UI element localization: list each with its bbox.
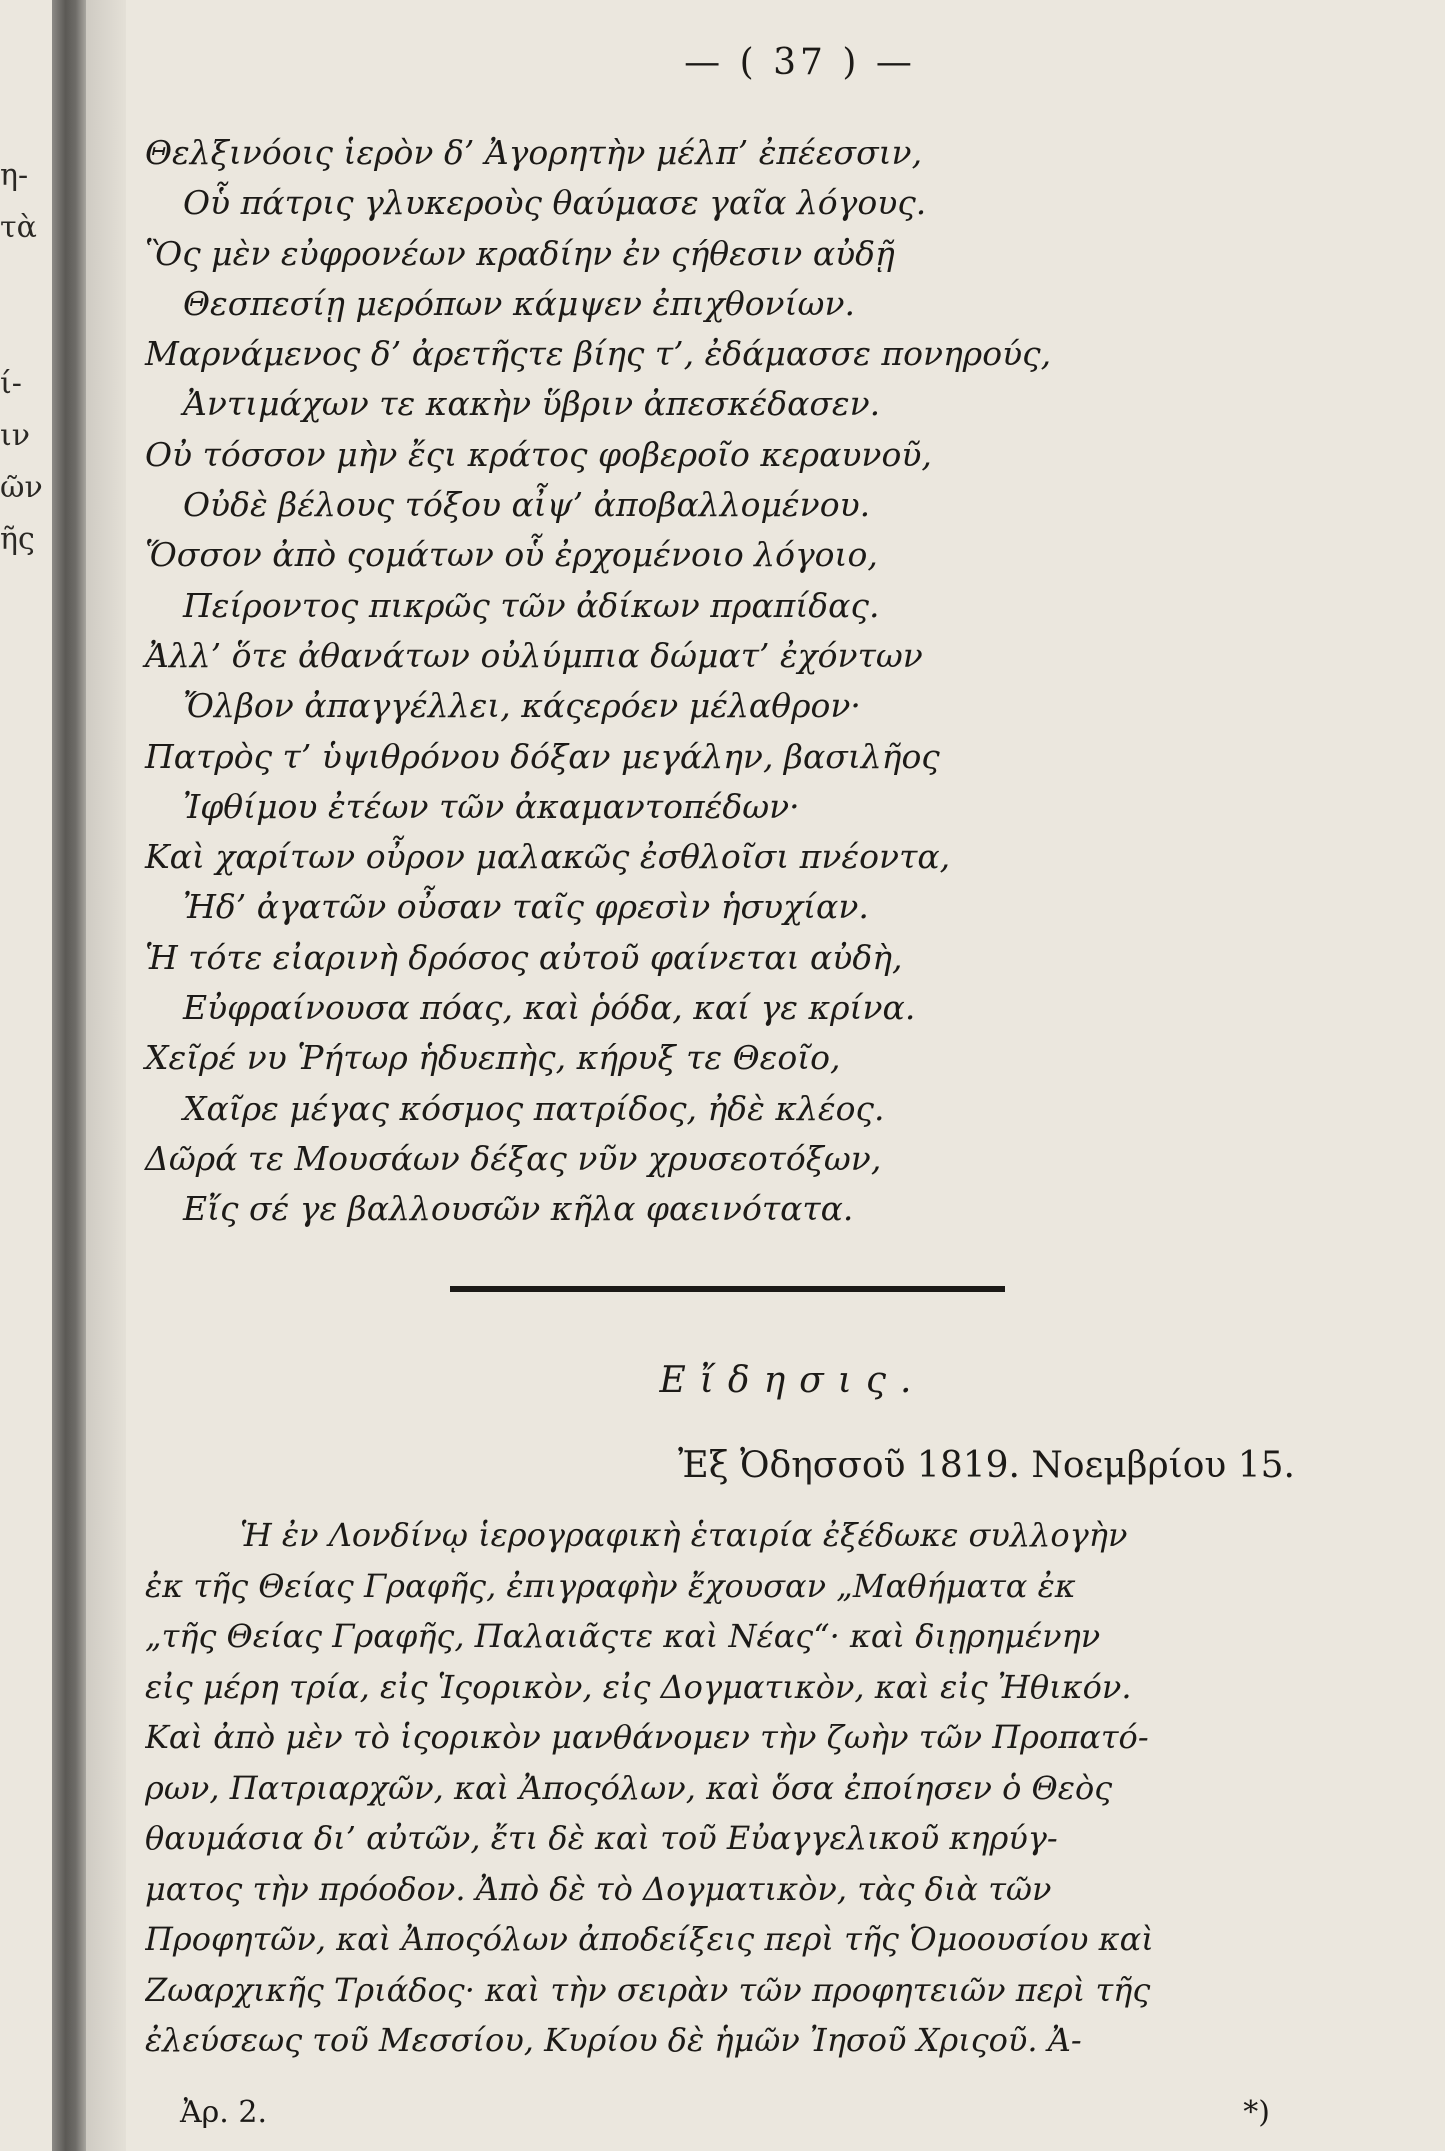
catchword: *) [1243,2095,1270,2130]
facing-page-line: ῆς [0,522,35,557]
prose-line: „τῆς Θείας Γραφῆς, Παλαιᾶςτε καὶ Νέας“· καὶ διῃρημένην [145,1617,1101,1655]
prose-line: ρων, Πατριαρχῶν, καὶ Ἀποςόλων, καὶ ὅσα ἐποίησεν ὁ Θεὸς [145,1768,1113,1807]
facing-page-line [0,254,52,306]
facing-page-line: ῶν [0,470,43,505]
poem-line: Πείροντος πικρῶς τῶν ἀδίκων πραπίδας. [183,585,880,625]
dateline: Ἐξ Ὀδησσοῦ 1819. Νοεμβρίου 15. [678,1445,1295,1486]
facing-page-line: η- [0,158,29,193]
facing-page-fragment [0,150,52,566]
poem-line: Οὐ τόσσον μὴν ἔςι κράτος φοβεροῖο κεραυνοῦ, [145,434,932,474]
poem-line: Ὄλβον ἀπαγγέλλει, κάςερόεν μέλαθρον· [183,686,861,726]
prose-line: Ἡ ἐν Λονδίνῳ ἱερογραφικὴ ἑταιρία ἐξέδωκε συλλογὴν [240,1516,1128,1554]
poem-line: Χεῖρέ νυ Ῥήτωρ ἡδυεπὴς, κήρυξ τε Θεοῖο, [145,1038,841,1078]
facing-page-line: ιν [0,418,30,453]
poem-line: Δῶρά τε Μουσάων δέξας νῦν χρυσεοτόξων, [145,1138,882,1178]
prose-line: Ζωαρχικῆς Τριάδος· καὶ τὴν σειρὰν τῶν προφητειῶν περὶ τῆς [145,1970,1151,2009]
news-paragraph [145,1510,1300,2066]
poem-line: Καὶ χαρίτων οὖρον μαλακῶς ἐσθλοῖσι πνέοντα, [145,837,951,877]
poem-line: Οὐδὲ βέλους τόξου αἶψ’ ἀποβαλλομένου. [183,485,871,525]
prose-line: ἐκ τῆς Θείας Γραφῆς, ἐπιγραφὴν ἔχουσαν „Μαθήματα ἐκ [145,1566,1076,1605]
poem-line: Πατρὸς τ’ ὑψιθρόνου δόξαν μεγάλην, βασιλῆος [145,736,940,776]
page-number: — ( 37 ) — [684,42,916,83]
poem-line: Οὗ πάτρις γλυκεροὺς θαύμασε γαῖα λόγους. [183,183,927,223]
facing-page-line: τὰ [0,210,37,245]
section-heading-text: Εἴδησις. [659,1360,926,1401]
prose-line: ἐλεύσεως τοῦ Μεσσίου, Κυρίου δὲ ἡμῶν Ἰησοῦ Χριςοῦ. Ἀ- [145,2021,1082,2059]
poem-line: Ἀλλ’ ὅτε ἀθανάτων οὐλύμπια δώματ’ ἐχόντων [145,635,923,675]
poem-line: Μαρνάμενος δ’ ἀρετῆςτε βίης τ’, ἐδάμασσε πονηρούς, [145,334,1052,374]
poem-line: Ἠδ’ ἀγατῶν οὖσαν ταῖς φρεσὶν ἡσυχίαν. [183,887,869,927]
section-divider [450,1286,1005,1292]
prose-line: Προφητῶν, καὶ Ἀποςόλων ἀποδείξεις περὶ τῆς Ὁμοουσίου καὶ [145,1920,1154,1958]
poem-line: Θελξινόοις ἱερὸν δ’ Ἀγορητὴν μέλπ’ ἐπέεσσιν, [145,133,923,172]
prose-line: ματος τὴν πρόοδον. Ἀπὸ δὲ τὸ Δογματικὸν, τὰς διὰ τῶν [145,1869,1052,1908]
poem-line: Εὐφραίνουσα πόας, καὶ ῥόδα, καί γε κρίνα. [183,988,916,1028]
poem-line: Θεσπεσίῃ μερόπων κάμψεν ἐπιχθονίων. [183,283,856,323]
poem-line: Εἴς σέ γε βαλλουσῶν κῆλα φαεινότατα. [183,1189,854,1229]
poem-line: Ὃς μὲν εὐφρονέων κραδίην ἐν ςήθεσιν αὐδῇ [145,233,895,273]
poem-line: Ἰφθίμου ἐτέων τῶν ἀκαμαντοπέδων· [183,786,800,826]
poem-line: Ἡ τότε εἰαρινὴ δρόσος αὐτοῦ φαίνεται αὐδὴ, [145,937,903,977]
poem-line: Ἀντιμάχων τε κακὴν ὕβριν ἀπεσκέδασεν. [183,384,881,424]
prose-line: εἰς μέρη τρία, εἰς Ἱςορικὸν, εἰς Δογματικὸν, καὶ εἰς Ἠθικόν. [145,1667,1132,1706]
facing-page-line: ί- [0,366,22,401]
prose-line: Καὶ ἀπὸ μὲν τὸ ἱςορικὸν μανθάνομεν τὴν ζωὴν τῶν Προπατό- [145,1718,1149,1756]
book-spine [52,0,86,2151]
facing-page-line [0,306,52,358]
signature-mark: Ἀρ. 2. [180,2095,267,2130]
gutter-shadow [86,0,126,2151]
prose-line: θαυμάσια δι’ αὐτῶν, ἔτι δὲ καὶ τοῦ Εὐαγγελικοῦ κηρύγ- [145,1819,1058,1857]
poem-line: Χαῖρε μέγας κόσμος πατρίδος, ἠδὲ κλέος. [183,1088,885,1128]
poem [145,128,1325,1235]
poem-line: Ὅσσον ἀπὸ ςομάτων οὗ ἐρχομένοιο λόγοιο, [145,535,878,575]
section-heading [0,1360,1445,1401]
page-header [0,42,1445,83]
